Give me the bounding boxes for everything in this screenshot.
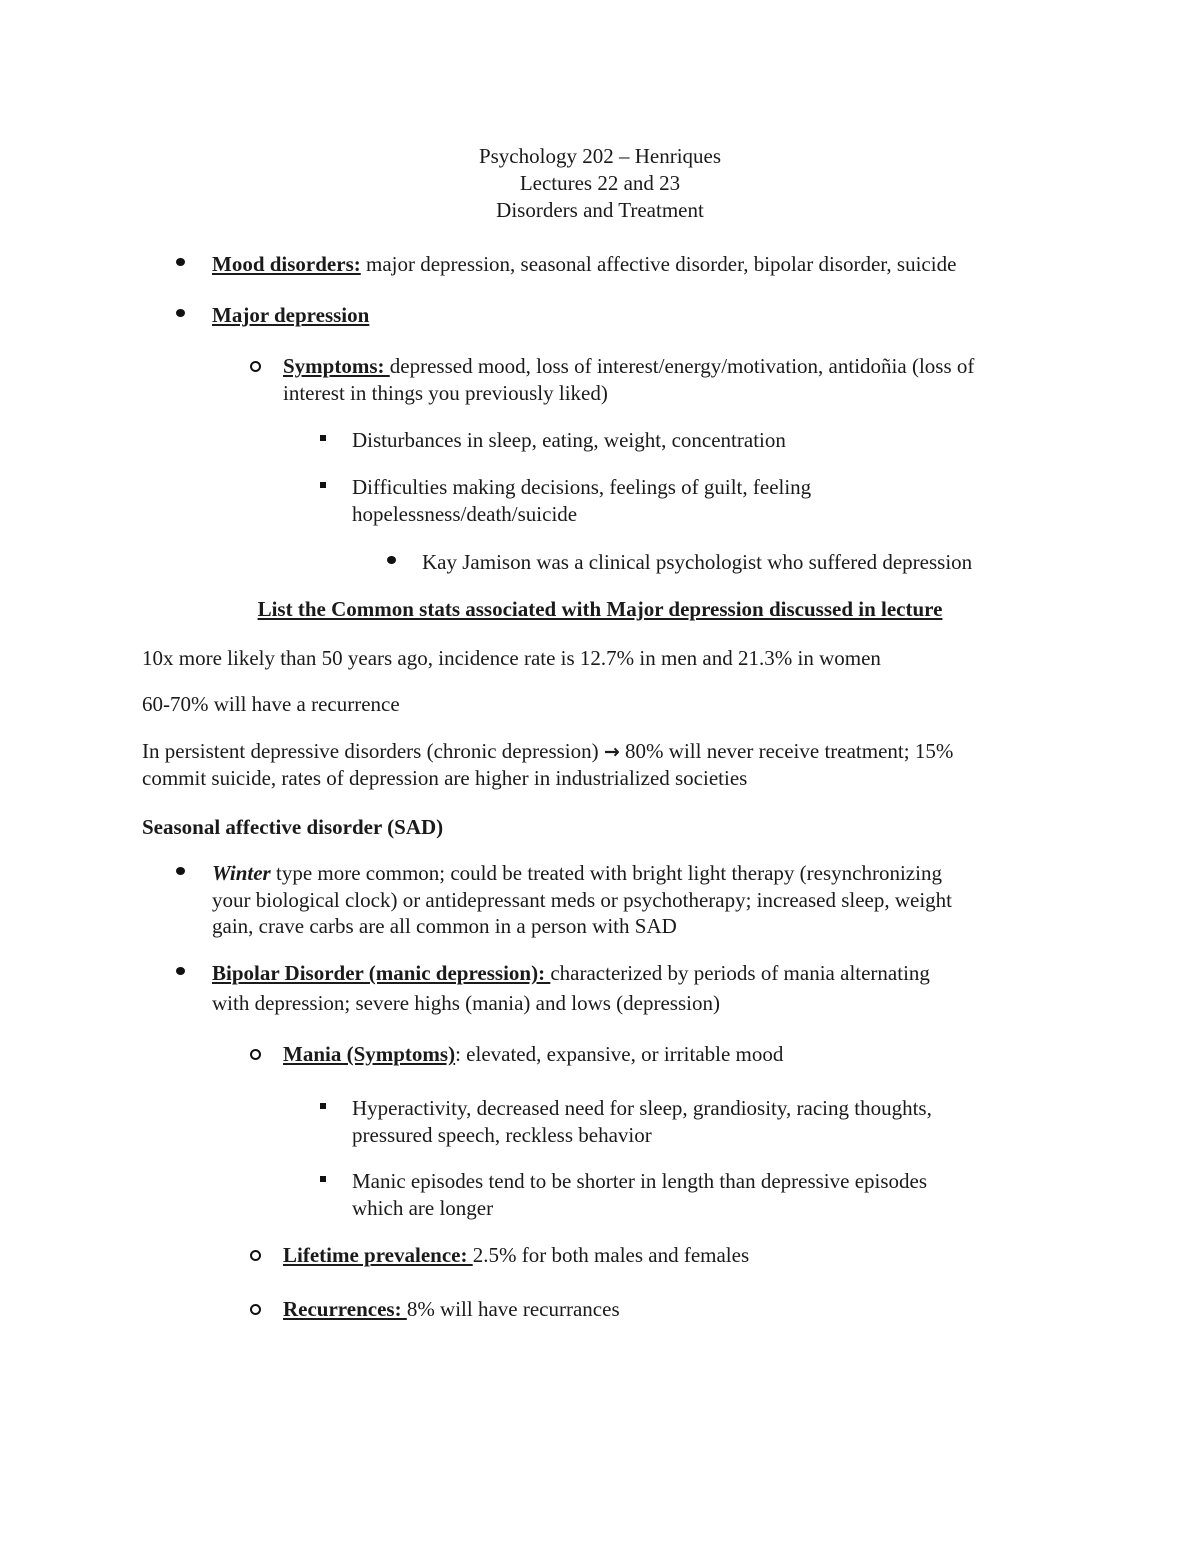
symptoms-text-line1: depressed mood, loss of interest/energy/motivation, antidoñia (loss of [389,354,975,378]
prevalence-label: Lifetime prevalence: [283,1243,473,1267]
difficulties-item-line2: hopelessness/death/suicide [352,502,578,526]
stats-paragraph-3-line2: commit suicide, rates of depression are higher in industrialized societies [142,766,748,790]
bullet-dot-icon [176,309,185,317]
mania-label: Mania (Symptoms) [283,1042,456,1066]
prevalence-text: 2.5% for both males and females [472,1243,750,1267]
recurrences-label: Recurrences: [283,1297,407,1321]
winter-text-line2: your biological clock) or antidepressant meds or psychotherapy; increased sleep, weight [212,888,953,912]
hyperactivity-line2: pressured speech, reckless behavior [352,1123,652,1147]
bullet-square-icon [320,482,326,488]
winter-text-line1: type more common; could be treated with bright light therapy (resynchronizing [270,861,942,885]
bullet-ring-icon [250,1304,261,1315]
bullet-square-icon [320,435,326,441]
sad-heading: Seasonal affective disorder (SAD) [142,815,444,839]
mood-disorders-item [212,251,956,278]
arrow-right-icon: → [603,741,620,763]
winter-label: Winter [212,861,271,885]
mood-disorders-text: major depression, seasonal affective disorder, bipolar disorder, suicide [360,252,957,276]
bullet-dot-icon [176,967,185,975]
lecture-numbers: Lectures 22 and 23 [519,171,681,195]
bipolar-text-line1: characterized by periods of mania alternating [550,961,930,985]
bullet-dot-icon [387,556,396,564]
prevalence-item [283,1242,749,1269]
symptoms-label: Symptoms: [283,354,390,378]
stats-p3-text-a: In persistent depressive disorders (chronic depression) [142,739,604,763]
disturbances-item: Disturbances in sleep, eating, weight, concentration [352,428,786,452]
manic-episodes-line2: which are longer [352,1196,494,1220]
major-depression-heading: Major depression [212,303,370,327]
stats-paragraph-2: 60-70% will have a recurrence [142,692,400,716]
bipolar-item-line1 [212,960,930,987]
bullet-dot-icon [176,258,185,266]
mood-disorders-label: Mood disorders: [212,252,361,276]
stats-p3-text-b: 80% will never receive treatment; 15% [619,739,954,763]
difficulties-item-line1: Difficulties making decisions, feelings of guilt, feeling [352,475,812,499]
bullet-square-icon [320,1103,326,1109]
winter-item-line1 [212,860,942,887]
bullet-square-icon [320,1176,326,1182]
recurrences-text: 8% will have recurrances [406,1297,620,1321]
stats-heading: List the Common stats associated with Major depression discussed in lecture [257,597,943,621]
stats-paragraph-3-line1 [142,738,953,766]
course-title: Psychology 202 – Henriques [478,144,722,168]
stats-paragraph-1: 10x more likely than 50 years ago, incidence rate is 12.7% in men and 21.3% in women [142,646,881,670]
bipolar-text-line2: with depression; severe highs (mania) and lows (depression) [212,991,720,1015]
bullet-ring-icon [250,1250,261,1261]
mania-text: : elevated, expansive, or irritable mood [455,1042,784,1066]
manic-episodes-line1: Manic episodes tend to be shorter in length than depressive episodes [352,1169,928,1193]
bipolar-label: Bipolar Disorder (manic depression): [212,961,551,985]
recurrences-item [283,1296,620,1323]
bullet-ring-icon [250,1049,261,1060]
symptoms-item [283,353,974,380]
symptoms-text-line2: interest in things you previously liked) [283,381,608,405]
document-title: Disorders and Treatment [496,198,704,222]
mania-item [283,1041,783,1068]
bullet-dot-icon [176,867,185,875]
kay-jamison-item: Kay Jamison was a clinical psychologist who suffered depression [422,550,973,574]
bullet-ring-icon [250,361,261,372]
hyperactivity-line1: Hyperactivity, decreased need for sleep, grandiosity, racing thoughts, [352,1096,932,1120]
winter-text-line3: gain, crave carbs are all common in a person with SAD [212,914,677,938]
